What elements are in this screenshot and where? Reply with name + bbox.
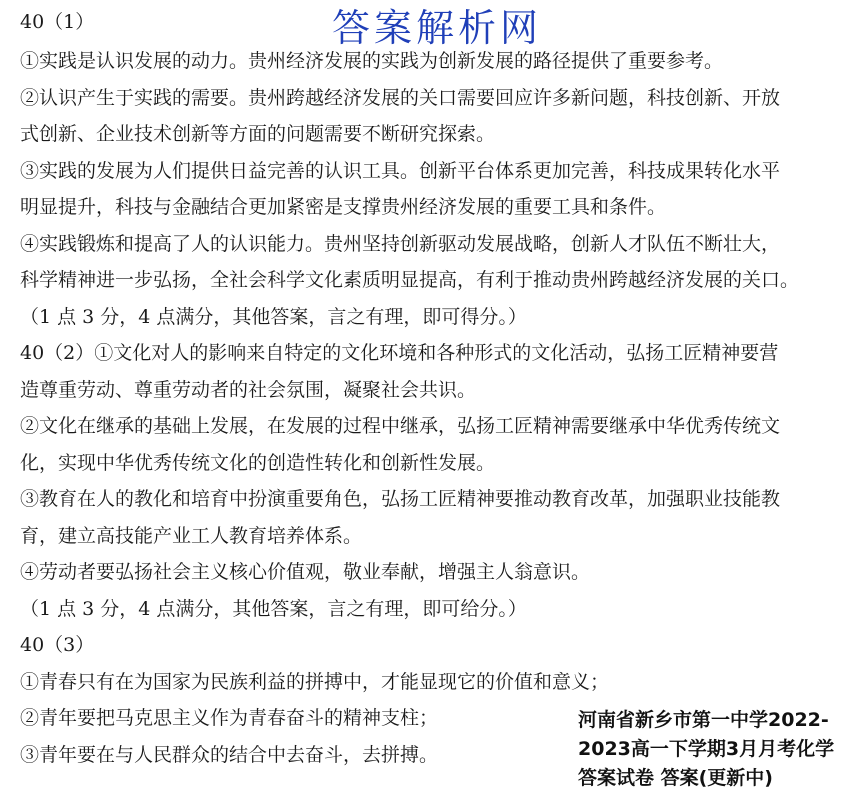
text-line: ②文化在继承的基础上发展，在发展的过程中继承，弘扬工匠精神需要继承中华优秀传统文 xyxy=(20,415,781,437)
text-line: ③教育在人的教化和培育中扮演重要角色，弘扬工匠精神要推动教育改革，加强职业技能教 xyxy=(20,488,781,510)
text-line: ④劳动者要弘扬社会主义核心价值观，敬业奉献，增强主人翁意识。 xyxy=(20,561,591,583)
text-line: 40（1） xyxy=(20,11,95,33)
text-line: ②青年要把马克思主义作为青春奋斗的精神支柱； xyxy=(20,707,439,729)
text-line: ②认识产生于实践的需要。贵州跨越经济发展的关口需要回应许多新问题，科技创新、开放 xyxy=(20,87,781,109)
text-line: 明显提升，科技与金融结合更加紧密是支撑贵州经济发展的重要工具和条件。 xyxy=(20,196,667,218)
text-line: 40（2）①文化对人的影响来自特定的文化环境和各种形式的文化活动，弘扬工匠精神要营 xyxy=(20,342,779,364)
scoring-note: （1 点 3 分，4 点满分，其他答案，言之有理，即可给分。） xyxy=(20,598,527,620)
text-line: ③实践的发展为人们提供日益完善的认识工具。创新平台体系更加完善，科技成果转化水平 xyxy=(20,160,781,182)
corner-caption-line: 2023高一下学期3月月考化学 xyxy=(578,738,835,760)
corner-caption xyxy=(578,706,834,793)
text-line: 化，实现中华优秀传统文化的创造性转化和创新性发展。 xyxy=(20,452,496,474)
text-line: 科学精神进一步弘扬，全社会科学文化素质明显提高，有利于推动贵州跨越经济发展的关口。 xyxy=(20,269,800,291)
corner-caption-line: 答案试卷 答案(更新中) xyxy=(578,767,773,789)
text-line: ①实践是认识发展的动力。贵州经济发展的实践为创新发展的路径提供了重要参考。 xyxy=(20,50,724,72)
text-line: ④实践锻炼和提高了人的认识能力。贵州坚持创新驱动发展战略，创新人才队伍不断壮大， xyxy=(20,233,781,255)
corner-caption-line: 河南省新乡市第一中学2022- xyxy=(578,709,829,731)
text-line: ③青年要在与人民群众的结合中去奋斗，去拼搏。 xyxy=(20,744,439,766)
text-line: 造尊重劳动、尊重劳动者的社会氛围，凝聚社会共识。 xyxy=(20,379,477,401)
scoring-note: （1 点 3 分，4 点满分，其他答案，言之有理，即可得分。） xyxy=(20,306,527,328)
watermark-title: 答案解析网 xyxy=(332,6,543,50)
text-line: 式创新、企业技术创新等方面的问题需要不断研究探索。 xyxy=(20,123,496,145)
text-line: 育，建立高技能产业工人教育培养体系。 xyxy=(20,525,363,547)
text-line: 40（3） xyxy=(20,634,95,656)
text-line: ①青春只有在为国家为民族利益的拼搏中，才能显现它的价值和意义； xyxy=(20,671,610,693)
